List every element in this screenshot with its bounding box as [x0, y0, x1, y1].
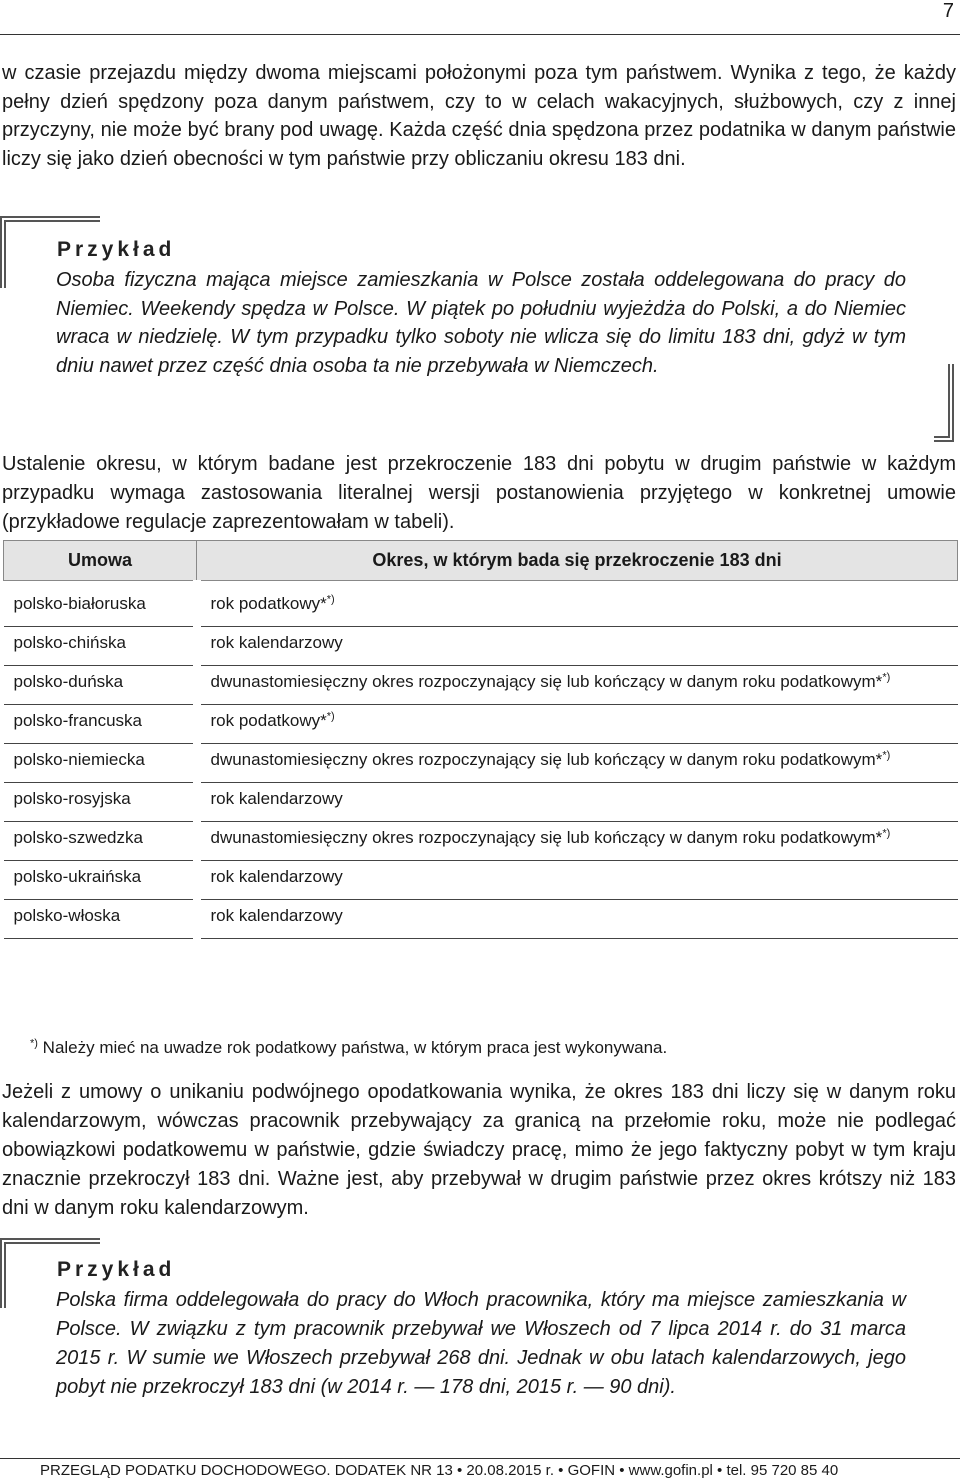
cell-umowa — [4, 744, 197, 783]
example-box-1 — [0, 216, 960, 431]
cell-umowa — [4, 822, 197, 861]
cell-umowa-text: polsko-chińska — [13, 633, 126, 652]
cell-okres-text: rok kalendarzowy — [210, 867, 343, 886]
cell-umowa-text: polsko-włoska — [13, 906, 121, 925]
footnote-marker: *) — [882, 749, 891, 762]
table-footnote — [30, 1037, 667, 1059]
agreements-table — [3, 540, 958, 939]
cell-umowa-text: polsko-białoruska — [13, 594, 146, 613]
cell-umowa-text: polsko-ukraińska — [13, 867, 142, 886]
cell-umowa — [4, 861, 197, 900]
table-row — [4, 744, 958, 783]
paragraph-intro: w czasie przejazdu między dwoma miejscami położonymi poza tym państwem. Wynika z tego, że każdy pełny dzień spędzony poza danym państwem, czy to w celach wakacyjnych, służbowych, czy z innej przyczyny, nie może być brany pod uwagę. Każda część dnia spędzona przez podatnika w danym państwie liczy się jako dzień obecności w tym państwie przy obliczaniu okresu 183 dni. — [2, 62, 956, 170]
cell-okres — [197, 666, 958, 705]
table-row — [4, 666, 958, 705]
cell-okres — [197, 705, 958, 744]
table-body — [4, 581, 958, 939]
example-body: Polska firma oddelegowała do pracy do Włoch pracownika, który ma miejsce zamieszkania w Polsce. W związku z tym pracownik przebywał we Włoszech od 7 lipca 2014 r. do 31 marca 2015 r. W sumie we Włoszech przebywał 268 dni. Jednak w obu latach kalendarzowych, jego pobyt nie przekroczył 183 dni (w 2014 r. — 178 dni, 2015 r. — 90 dni). — [56, 1289, 906, 1398]
table-row — [4, 822, 958, 861]
example-box-2 — [0, 1238, 960, 1438]
cell-umowa-text: polsko-duńska — [13, 672, 124, 691]
cell-okres — [197, 861, 958, 900]
footnote-marker: *) — [882, 671, 891, 684]
cell-umowa — [4, 627, 197, 666]
table-row — [4, 900, 958, 939]
paragraph-calendar-year: Jeżeli z umowy o unikaniu podwójnego opodatkowania wynika, że okres 183 dni liczy się w danym roku kalendarzowym, wówczas pracownik przebywający za granicą na przełomie roku, może nie podlegać obowiązkowi podatkowemu w państwie, gdzie świadczy pracę, mimo że jego faktyczny pobyt w tym kraju znacznie przekroczył 183 dni. Ważne jest, aby przebywał w drugim państwie przez okres krótszy niż 183 dni w danym roku kalendarzowym. — [2, 1081, 956, 1219]
cell-okres — [197, 581, 958, 627]
footnote-marker: *) — [326, 593, 335, 606]
cell-okres — [197, 900, 958, 939]
cell-okres-text: dwunastomiesięczny okres rozpoczynający się lub kończący w danym roku podatkowym* — [210, 828, 883, 847]
cell-okres-text: rok kalendarzowy — [210, 789, 343, 808]
table-row — [4, 783, 958, 822]
cell-okres-text: rok podatkowy* — [210, 711, 327, 730]
paragraph-period: Ustalenie okresu, w którym badane jest przekroczenie 183 dni pobytu w drugim państwie w każdym przypadku wymaga zastosowania literalnej wersji postanowienia przyjętego w konkretnej umowie (przykładowe regulacje zaprezentowałam w tabeli). — [2, 453, 956, 533]
top-rule — [0, 34, 960, 35]
example-corner-bottom-right — [934, 364, 954, 442]
table-header-okres: Okres, w którym bada się przekroczenie 183 dni — [197, 541, 958, 581]
footer-rule — [0, 1458, 960, 1459]
cell-umowa — [4, 900, 197, 939]
cell-umowa-text: polsko-niemiecka — [13, 750, 145, 769]
footnote-marker: *) — [326, 710, 335, 723]
table-header-row — [4, 541, 958, 581]
footnote-marker: *) — [882, 827, 891, 840]
cell-okres-text: dwunastomiesięczny okres rozpoczynający się lub kończący w danym roku podatkowym* — [210, 750, 883, 769]
cell-okres — [197, 783, 958, 822]
example-title: Przykład — [57, 238, 176, 261]
cell-okres — [197, 822, 958, 861]
cell-okres-text: dwunastomiesięczny okres rozpoczynający się lub kończący w danym roku podatkowym* — [210, 672, 883, 691]
cell-umowa-text: polsko-rosyjska — [13, 789, 131, 808]
cell-okres-text: rok kalendarzowy — [210, 906, 343, 925]
table-row — [4, 861, 958, 900]
cell-okres-text: rok podatkowy* — [210, 594, 327, 613]
cell-umowa — [4, 783, 197, 822]
table-header-umowa: Umowa — [4, 541, 197, 581]
table-row — [4, 627, 958, 666]
page-footer: PRZEGLĄD PODATKU DOCHODOWEGO. DODATEK NR 13 • 20.08.2015 r. • GOFIN • www.gofin.pl • tel. 95 720 85 40 — [40, 1462, 839, 1479]
cell-umowa — [4, 705, 197, 744]
cell-umowa-text: polsko-francuska — [13, 711, 143, 730]
footnote-marker: *) — [30, 1037, 38, 1050]
cell-okres-text: rok kalendarzowy — [210, 633, 343, 652]
cell-umowa — [4, 666, 197, 705]
cell-umowa-text: polsko-szwedzka — [13, 828, 143, 847]
cell-okres — [197, 627, 958, 666]
footnote-text: Należy mieć na uwadze rok podatkowy państwa, w którym praca jest wykonywana. — [37, 1038, 668, 1057]
cell-okres — [197, 744, 958, 783]
example-body: Osoba fizyczna mająca miejsce zamieszkania w Polsce została oddelegowana do pracy do Niemiec. Weekendy spędza w Polsce. W piątek po południu wyjeżdża do Polski, a do Niemiec wraca w niedzielę. W tym przypadku tylko soboty nie wlicza się do limitu 183 dni, gdyż w tym dniu nawet przez część dnia osoba ta nie przebywała w Niemczech. — [56, 269, 906, 377]
cell-umowa — [4, 581, 197, 627]
page-number: 7 — [942, 0, 954, 22]
table-row — [4, 581, 958, 627]
table-row — [4, 705, 958, 744]
example-title: Przykład — [57, 1258, 176, 1281]
